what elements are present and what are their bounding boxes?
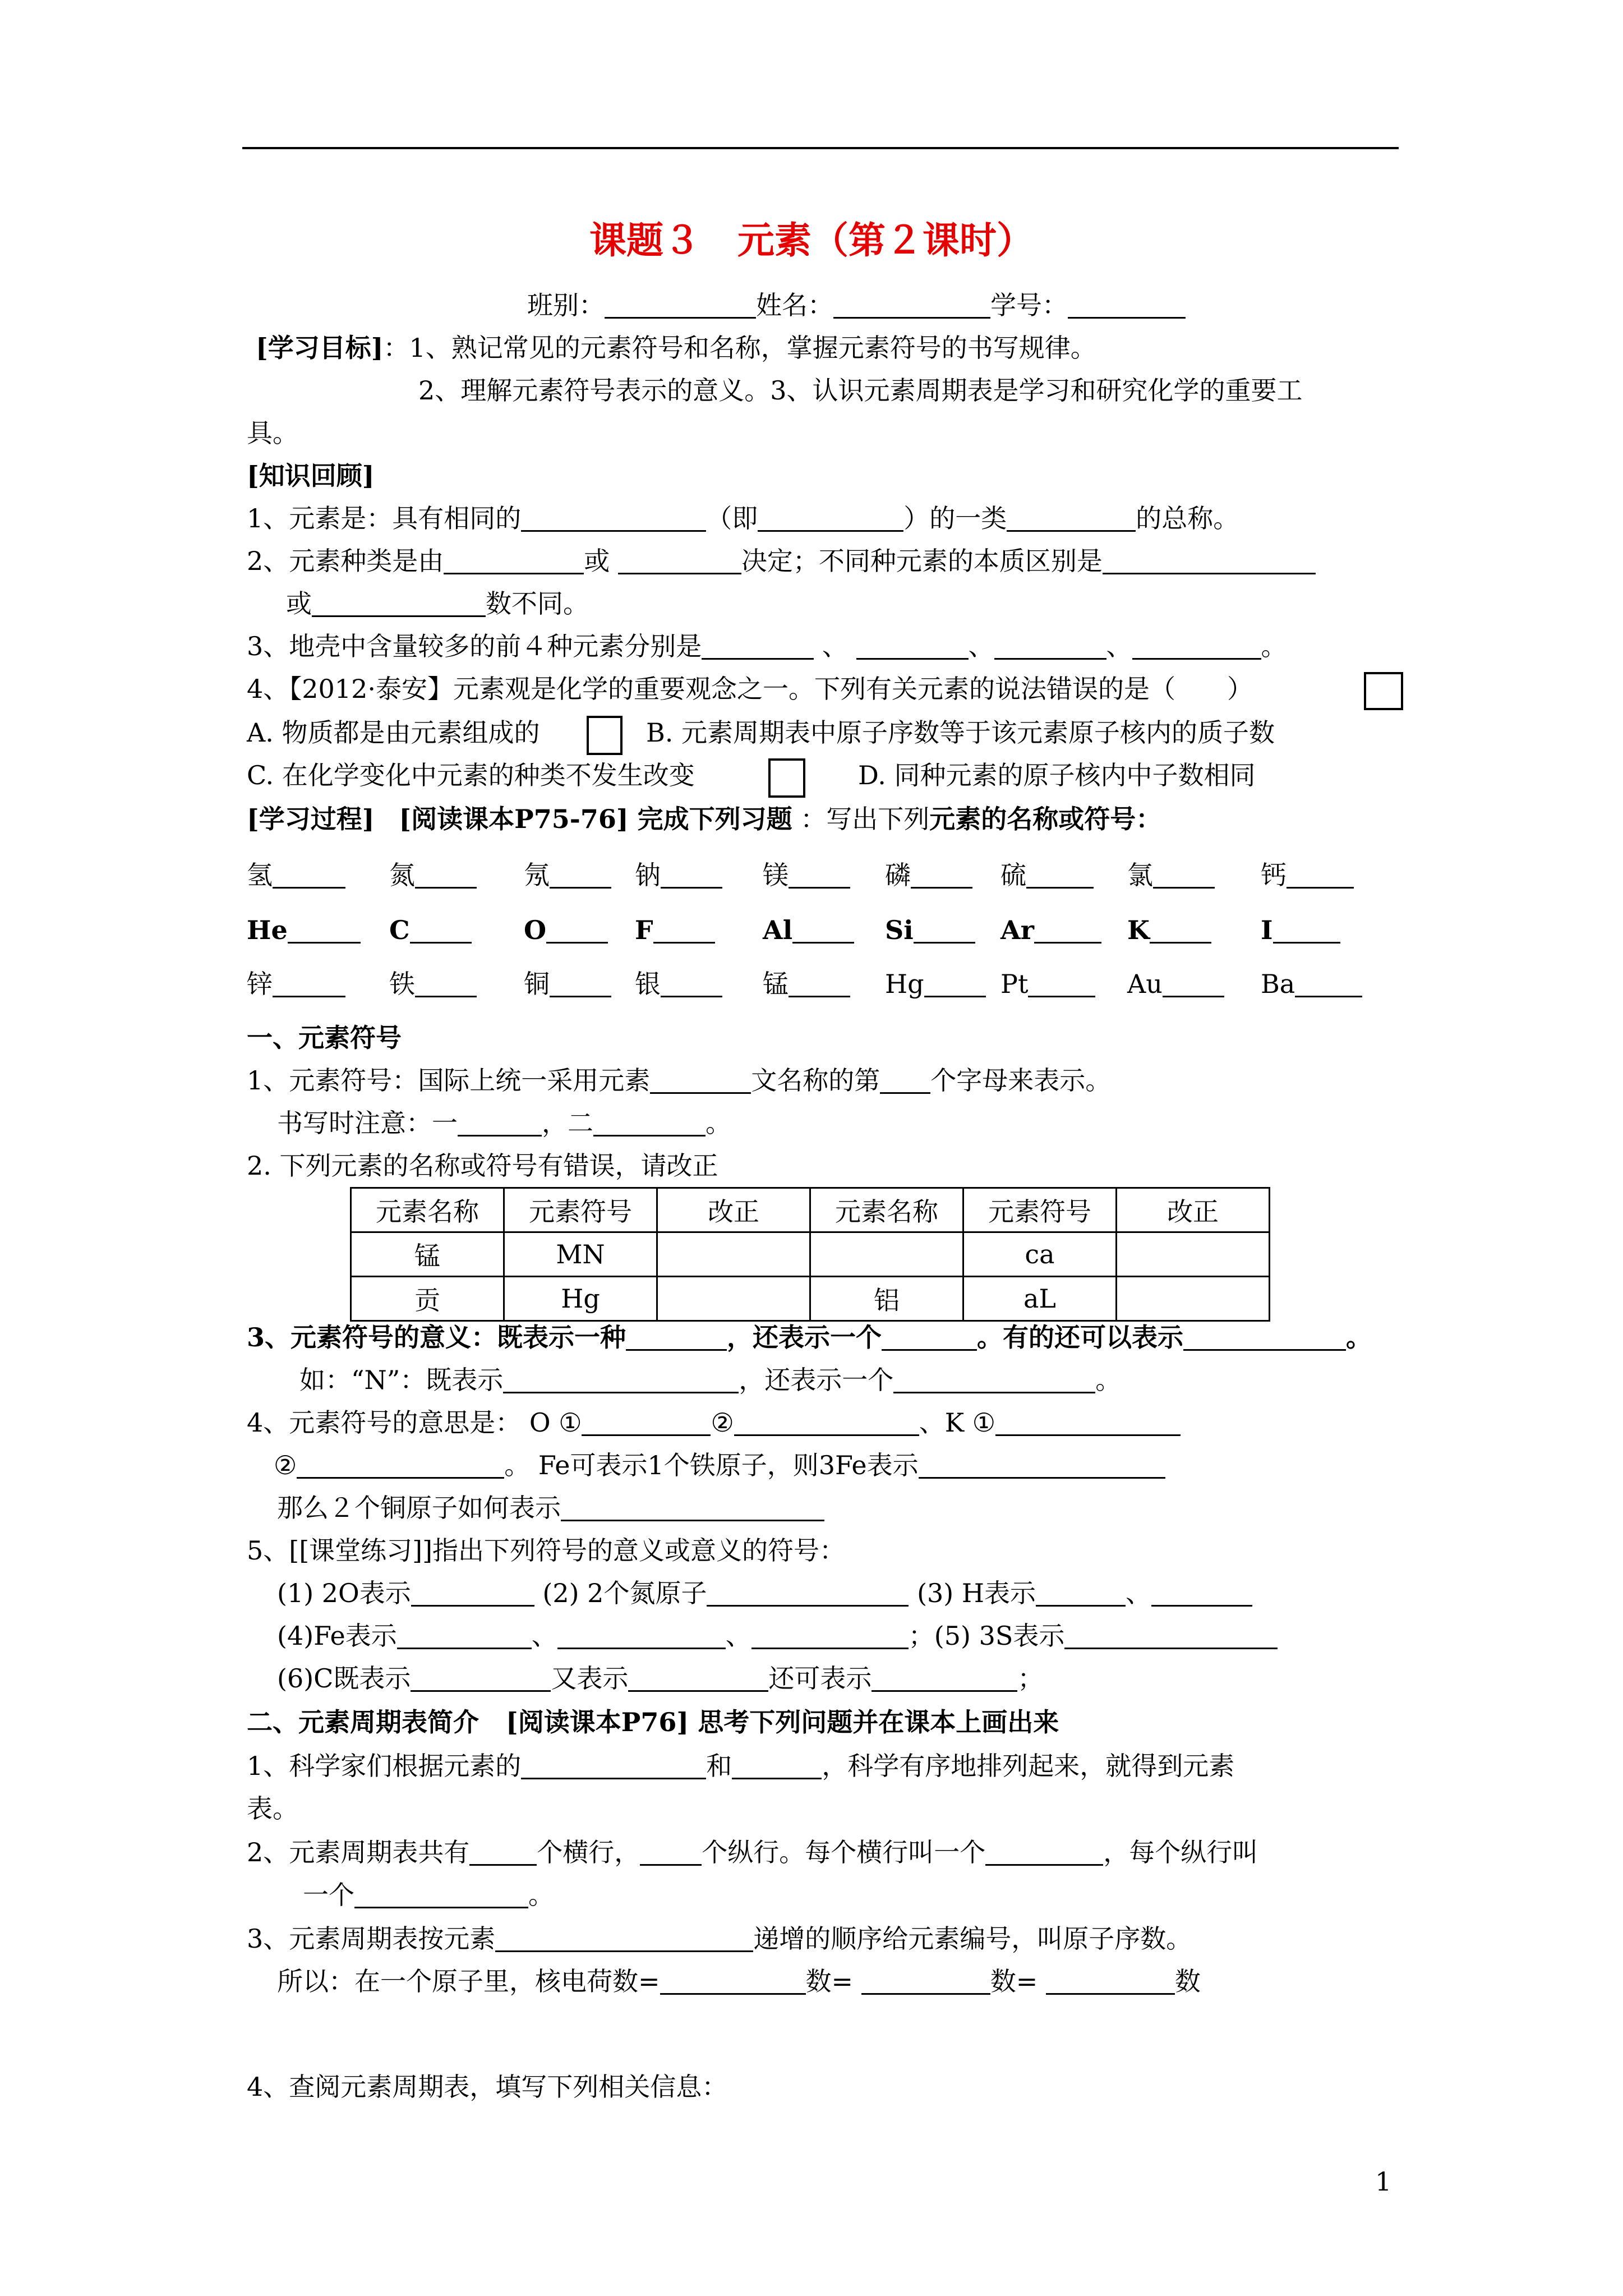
element-label: Pt	[1000, 969, 1029, 999]
element-answer-blank[interactable]	[550, 861, 611, 889]
element-item	[247, 967, 345, 1001]
element-item	[635, 858, 722, 892]
element-answer-blank[interactable]	[546, 916, 608, 944]
element-answer-blank[interactable]	[1034, 916, 1101, 944]
table-row	[351, 1277, 1270, 1321]
s2-q3: 3、元素周期表按元素 递增的顺序给元素编号，叫原子序数。	[247, 1924, 1192, 1954]
element-label: Ar	[1000, 915, 1034, 945]
element-label: 铁	[389, 969, 415, 999]
table-cell	[810, 1232, 963, 1277]
blank[interactable]	[882, 1323, 977, 1351]
s1-p2: 2. 下列元素的名称或符号有错误，请改正	[247, 1151, 718, 1181]
element-item	[1261, 913, 1340, 947]
blank[interactable]	[458, 1109, 542, 1137]
blank[interactable]	[411, 1579, 534, 1607]
blank[interactable]	[411, 1664, 551, 1692]
element-answer-blank[interactable]	[1273, 916, 1340, 944]
objectives-line-1: [学习目标]：1、熟记常见的元素符号和名称，掌握元素符号的书写规律。	[256, 333, 1096, 363]
s1-p5-line2: (4)Fe表示 、 、 ；(5) 3S表示	[277, 1619, 1278, 1653]
blank[interactable]	[640, 1838, 702, 1866]
s2-q4: 4、查阅元素周期表，填写下列相关信息：	[247, 2072, 728, 2102]
element-label: 铜	[524, 969, 550, 999]
element-label: Si	[885, 915, 914, 945]
s2-q1: 1、科学家们根据元素的 和 ，科学有序地排列起来，就得到元素	[247, 1751, 1235, 1781]
element-label: 锌	[247, 969, 273, 999]
blank[interactable]	[1046, 1967, 1175, 1995]
blank[interactable]	[702, 632, 814, 660]
s1-p5-line3: (6)C既表示 又表示 还可表示 ；	[277, 1663, 1044, 1694]
element-label: K	[1127, 915, 1150, 945]
element-answer-blank[interactable]	[661, 861, 722, 889]
blank[interactable]	[861, 1967, 990, 1995]
blank[interactable]	[1103, 547, 1316, 574]
element-item	[247, 858, 345, 892]
s2-q2: 2、元素周期表共有 个横行， 个纵行。每个横行叫一个 ，每个纵行叫	[247, 1837, 1258, 1867]
table-cell: 铝	[810, 1277, 963, 1321]
element-label: 硫	[1000, 860, 1026, 890]
element-item	[763, 913, 854, 947]
element-item	[885, 913, 975, 947]
element-label: 氮	[389, 860, 415, 890]
blank[interactable]	[985, 1838, 1103, 1866]
process-heading: [学习过程] [阅读课本P75-76] 完成下列习题 ：写出下列元素的名称或符号：	[247, 804, 1162, 834]
answer-box[interactable]	[587, 716, 623, 755]
element-label: 磷	[885, 860, 911, 890]
element-item	[389, 913, 472, 947]
element-answer-blank[interactable]	[273, 861, 345, 889]
element-item	[524, 967, 611, 1001]
element-item	[389, 858, 477, 892]
s1-p3: 3、元素符号的意义：既表示一种 ，还表示一个 。有的还可以表示 。	[247, 1322, 1372, 1352]
element-label: 钙	[1261, 860, 1287, 890]
page-title: 课题３ 元素（第２课时）	[589, 218, 1034, 262]
blank[interactable]	[995, 1409, 1181, 1436]
table-cell: aL	[963, 1277, 1117, 1321]
element-answer-blank[interactable]	[924, 970, 986, 997]
blank[interactable]	[444, 547, 584, 574]
element-answer-blank[interactable]	[410, 916, 472, 944]
s1-p4-cont: ② 。 Fe可表示1个铁原子，则3Fe表示	[274, 1448, 1165, 1482]
objectives-line-2: 2、理解元素符号表示的意义。3、认识元素周期表是学习和研究化学的重要工	[418, 375, 1303, 406]
blank[interactable]	[561, 1494, 824, 1521]
s1-p3-example: 如：“N”：既表示 ，还表示一个 。	[299, 1365, 1122, 1395]
element-answer-blank[interactable]	[273, 970, 345, 997]
blank[interactable]	[872, 1664, 1017, 1692]
table-header: 元素符号	[504, 1188, 657, 1232]
blank[interactable]	[495, 1925, 753, 1952]
blank[interactable]	[893, 1366, 1095, 1393]
table-cell: MN	[504, 1232, 657, 1277]
table-row	[351, 1232, 1270, 1277]
s2-q3-cont: 所以：在一个原子里，核电荷数= 数= 数= 数	[277, 1966, 1201, 1996]
blank[interactable]	[1151, 1579, 1252, 1607]
table-cell[interactable]	[657, 1232, 810, 1277]
blank[interactable]	[521, 504, 706, 532]
student-info-line: 班别： 姓名： 学号：	[527, 288, 1186, 322]
s1-p1-note: 书写时注意：一 ，二 。	[277, 1108, 731, 1138]
element-label: 锰	[763, 969, 789, 999]
element-answer-blank[interactable]	[789, 970, 850, 997]
element-label: 氢	[247, 860, 273, 890]
element-label: Au	[1127, 969, 1163, 999]
blank[interactable]	[1132, 632, 1261, 660]
review-heading: [知识回顾]	[247, 461, 375, 491]
element-answer-blank[interactable]	[415, 861, 477, 889]
element-answer-blank[interactable]	[1153, 861, 1215, 889]
table-cell: ca	[963, 1232, 1117, 1277]
blank[interactable]	[732, 1752, 822, 1779]
blank[interactable]	[503, 1366, 739, 1393]
option-d: D. 同种元素的原子核内中子数相同	[858, 760, 1256, 790]
table-header: 元素名称	[351, 1188, 504, 1232]
element-answer-blank[interactable]	[914, 916, 975, 944]
blank[interactable]	[880, 1066, 930, 1094]
element-answer-blank[interactable]	[1287, 861, 1354, 889]
s1-p4: 4、元素符号的意思是： O ① ② 、K ①	[247, 1406, 1181, 1439]
element-item	[524, 858, 611, 892]
header-rule	[242, 147, 1399, 149]
blank[interactable]	[751, 1622, 909, 1649]
element-item	[763, 967, 850, 1001]
element-item	[1127, 913, 1211, 947]
blank[interactable]	[521, 1752, 706, 1779]
element-item	[635, 967, 722, 1001]
name-blank[interactable]	[833, 291, 990, 319]
review-q2: 2、元素种类是由 或 决定；不同种元素的本质区别是	[247, 544, 1316, 578]
table-cell: 贡	[351, 1277, 504, 1321]
option-c: C. 在化学变化中元素的种类不发生改变	[247, 760, 695, 790]
blank[interactable]	[593, 1109, 706, 1137]
blank[interactable]	[650, 1066, 751, 1094]
element-item	[524, 913, 608, 947]
element-item	[389, 967, 477, 1001]
review-q1: 1、元素是：具有相同的 （即 ）的一类 的总称。	[247, 503, 1239, 533]
element-item	[1127, 967, 1224, 1001]
element-answer-blank[interactable]	[792, 916, 854, 944]
table-cell[interactable]	[1117, 1277, 1270, 1321]
page-number: 1	[1375, 2166, 1392, 2197]
element-answer-blank[interactable]	[789, 861, 850, 889]
element-item	[1000, 858, 1094, 892]
element-label: 镁	[763, 860, 789, 890]
s1-p5-heading: 5、[[课堂练习]]指出下列符号的意义或意义的符号：	[247, 1535, 846, 1566]
section2-heading: 二、元素周期表简介 [阅读课本P76] 思考下列问题并在课本上画出来	[247, 1707, 1059, 1737]
blank[interactable]	[1064, 1622, 1278, 1649]
blank[interactable]	[297, 1451, 504, 1479]
element-answer-blank[interactable]	[1295, 970, 1362, 997]
element-label: O	[524, 915, 547, 945]
blank[interactable]	[758, 504, 903, 532]
element-answer-blank[interactable]	[288, 916, 361, 944]
element-label: Ba	[1261, 969, 1295, 999]
blank[interactable]	[582, 1409, 711, 1436]
table-header: 改正	[1117, 1188, 1270, 1232]
element-item	[635, 913, 715, 947]
student-id-blank[interactable]	[1068, 291, 1186, 319]
element-answer-blank[interactable]	[550, 970, 611, 997]
review-q3: 3、地壳中含量较多的前４种元素分别是 、 、 、 。	[247, 631, 1287, 661]
s1-p4-cont2: 那么２个铜原子如何表示	[277, 1491, 824, 1525]
element-answer-blank[interactable]	[1026, 861, 1094, 889]
element-item	[1000, 967, 1095, 1001]
element-label: 银	[635, 969, 661, 999]
blank[interactable]	[1036, 1579, 1126, 1607]
element-answer-blank[interactable]	[911, 861, 972, 889]
element-item	[247, 913, 361, 947]
blank[interactable]	[1007, 504, 1136, 532]
review-q4: 4、【2012·泰安】元素观是化学的重要观念之一。下列有关元素的说法错误的是（ ）	[247, 674, 1253, 704]
element-label: Al	[763, 915, 793, 945]
blank[interactable]	[919, 1451, 1165, 1479]
element-answer-blank[interactable]	[1163, 970, 1224, 997]
table-cell: 锰	[351, 1232, 504, 1277]
table-header-row	[351, 1188, 1270, 1232]
blank[interactable]	[397, 1622, 532, 1649]
review-q2-cont: 或 数不同。	[286, 588, 589, 619]
element-answer-blank[interactable]	[1028, 970, 1095, 997]
element-answer-blank[interactable]	[1150, 916, 1211, 944]
answer-box[interactable]	[1364, 672, 1403, 710]
blank[interactable]	[312, 590, 486, 617]
s1-p5-line1: (1) 2O表示 (2) 2个氮原子 (3) H表示 、	[277, 1576, 1252, 1610]
table-header: 元素符号	[963, 1188, 1117, 1232]
option-b: B. 元素周期表中原子序数等于该元素原子核内的质子数	[646, 717, 1275, 748]
section1-heading: 一、元素符号	[247, 1023, 402, 1053]
table-header: 元素名称	[810, 1188, 963, 1232]
table-cell[interactable]	[1117, 1232, 1270, 1277]
element-item	[1261, 967, 1362, 1001]
blank[interactable]	[734, 1409, 919, 1436]
element-label: Hg	[885, 969, 924, 999]
correction-table	[350, 1187, 1270, 1322]
blank[interactable]	[557, 1622, 726, 1649]
option-a: A. 物质都是由元素组成的	[247, 717, 540, 748]
element-label: 氯	[1127, 860, 1153, 890]
blank[interactable]	[354, 1881, 528, 1908]
element-label: 氖	[524, 860, 550, 890]
table-cell[interactable]	[657, 1277, 810, 1321]
element-answer-blank[interactable]	[415, 970, 477, 997]
blank[interactable]	[707, 1579, 909, 1607]
element-item	[1000, 913, 1101, 947]
s2-q1-cont: 表。	[247, 1793, 298, 1824]
blank[interactable]	[1183, 1323, 1346, 1351]
blank[interactable]	[660, 1967, 806, 1995]
element-item	[763, 858, 850, 892]
table-header: 改正	[657, 1188, 810, 1232]
element-label: I	[1261, 915, 1273, 945]
element-answer-blank[interactable]	[653, 916, 715, 944]
blank[interactable]	[994, 632, 1106, 660]
element-answer-blank[interactable]	[661, 970, 722, 997]
s1-p1: 1、元素符号：国际上统一采用元素 文名称的第 个字母来表示。	[247, 1065, 1112, 1096]
class-blank[interactable]	[605, 291, 756, 319]
objectives-line-3: 具。	[247, 418, 298, 448]
table-cell: Hg	[504, 1277, 657, 1321]
element-label: F	[635, 915, 653, 945]
blank[interactable]	[628, 1664, 768, 1692]
element-item	[1127, 858, 1215, 892]
element-item	[885, 967, 986, 1001]
element-label: 钠	[635, 860, 661, 890]
element-item	[885, 858, 972, 892]
blank[interactable]	[469, 1838, 537, 1866]
blank[interactable]	[618, 547, 741, 574]
element-label: C	[389, 915, 410, 945]
blank[interactable]	[856, 632, 969, 660]
element-item	[1261, 858, 1354, 892]
answer-box[interactable]	[768, 758, 805, 798]
element-label: He	[247, 915, 288, 945]
s2-q2-cont: 一个 。	[303, 1880, 554, 1910]
blank[interactable]	[626, 1323, 727, 1351]
